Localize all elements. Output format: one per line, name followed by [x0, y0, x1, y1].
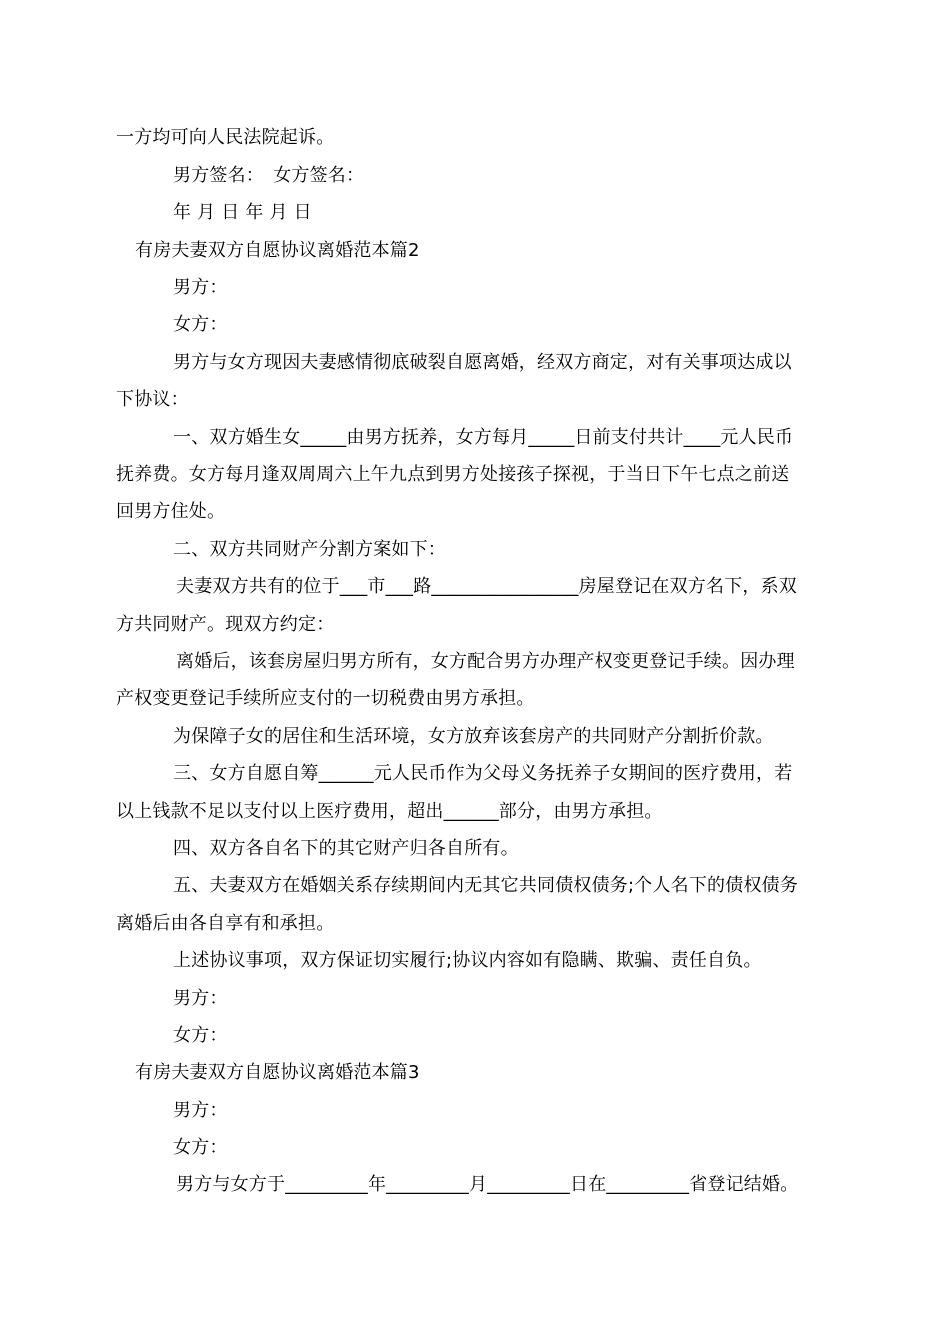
husband-label: 男方：: [173, 1100, 228, 1121]
husband-label: 男方：: [173, 277, 228, 298]
section-heading: 有房夫妻双方自愿协议离婚范本篇2: [135, 240, 420, 261]
clause-line: 四、双方各自名下的其它财产归各自所有。: [173, 838, 519, 859]
husband-label: 男方：: [173, 988, 228, 1009]
text-line: 一方均可向人民法院起诉。: [116, 127, 335, 148]
clause-line: 一、双方婚生女_____由男方抚养，女方每月_____日前支付共计____元人民币: [173, 427, 794, 448]
paragraph-line: 男方与女方现因夫妻感情彻底破裂自愿离婚，经双方商定，对有关事项达成以: [173, 352, 792, 373]
clause-line: 上述协议事项，双方保证切实履行;协议内容如有隐瞒、欺骗、责任自负。: [173, 950, 762, 971]
paragraph-line: 男方与女方于_________年_________月_________日在_________省登记结婚。: [176, 1174, 799, 1195]
clause-line: 二、双方共同财产分割方案如下：: [173, 539, 446, 560]
wife-label: 女方：: [173, 1137, 228, 1158]
clause-line: 三、女方自愿自筹______元人民币作为父母义务抚养子女期间的医疗费用，若: [173, 763, 793, 784]
date-line: 年 月 日 年 月 日: [173, 202, 312, 223]
clause-line: 方共同财产。现双方约定：: [116, 614, 335, 635]
clause-line: 离婚后，该套房屋归男方所有，女方配合男方办理产权变更登记手续。因办理: [176, 651, 795, 672]
clause-line: 为保障子女的居住和生活环境，女方放弃该套房产的共同财产分割折价款。: [173, 726, 774, 747]
clause-line: 夫妻双方共有的位于___市___路________________房屋登记在双方名下，系双: [176, 576, 797, 597]
clause-line: 五、夫妻双方在婚姻关系存续期间内无其它共同债权债务;个人名下的债权债务: [173, 875, 799, 896]
clause-line: 抚养费。女方每月逢双周周六上午九点到男方处接孩子探视，于当日下午七点之前送: [116, 464, 790, 485]
paragraph-line: 下协议：: [116, 389, 189, 410]
signature-line: 男方签名： 女方签名：: [173, 165, 365, 186]
wife-label: 女方：: [173, 314, 228, 335]
wife-label: 女方：: [173, 1025, 228, 1046]
clause-line: 以上钱款不足以支付以上医疗费用，超出______部分，由男方承担。: [116, 801, 663, 822]
clause-line: 产权变更登记手续所应支付的一切税费由男方承担。: [116, 688, 535, 709]
clause-line: 回男方住处。: [116, 501, 226, 522]
clause-line: 离婚后由各自享有和承担。: [116, 913, 335, 934]
section-heading: 有房夫妻双方自愿协议离婚范本篇3: [135, 1062, 420, 1083]
